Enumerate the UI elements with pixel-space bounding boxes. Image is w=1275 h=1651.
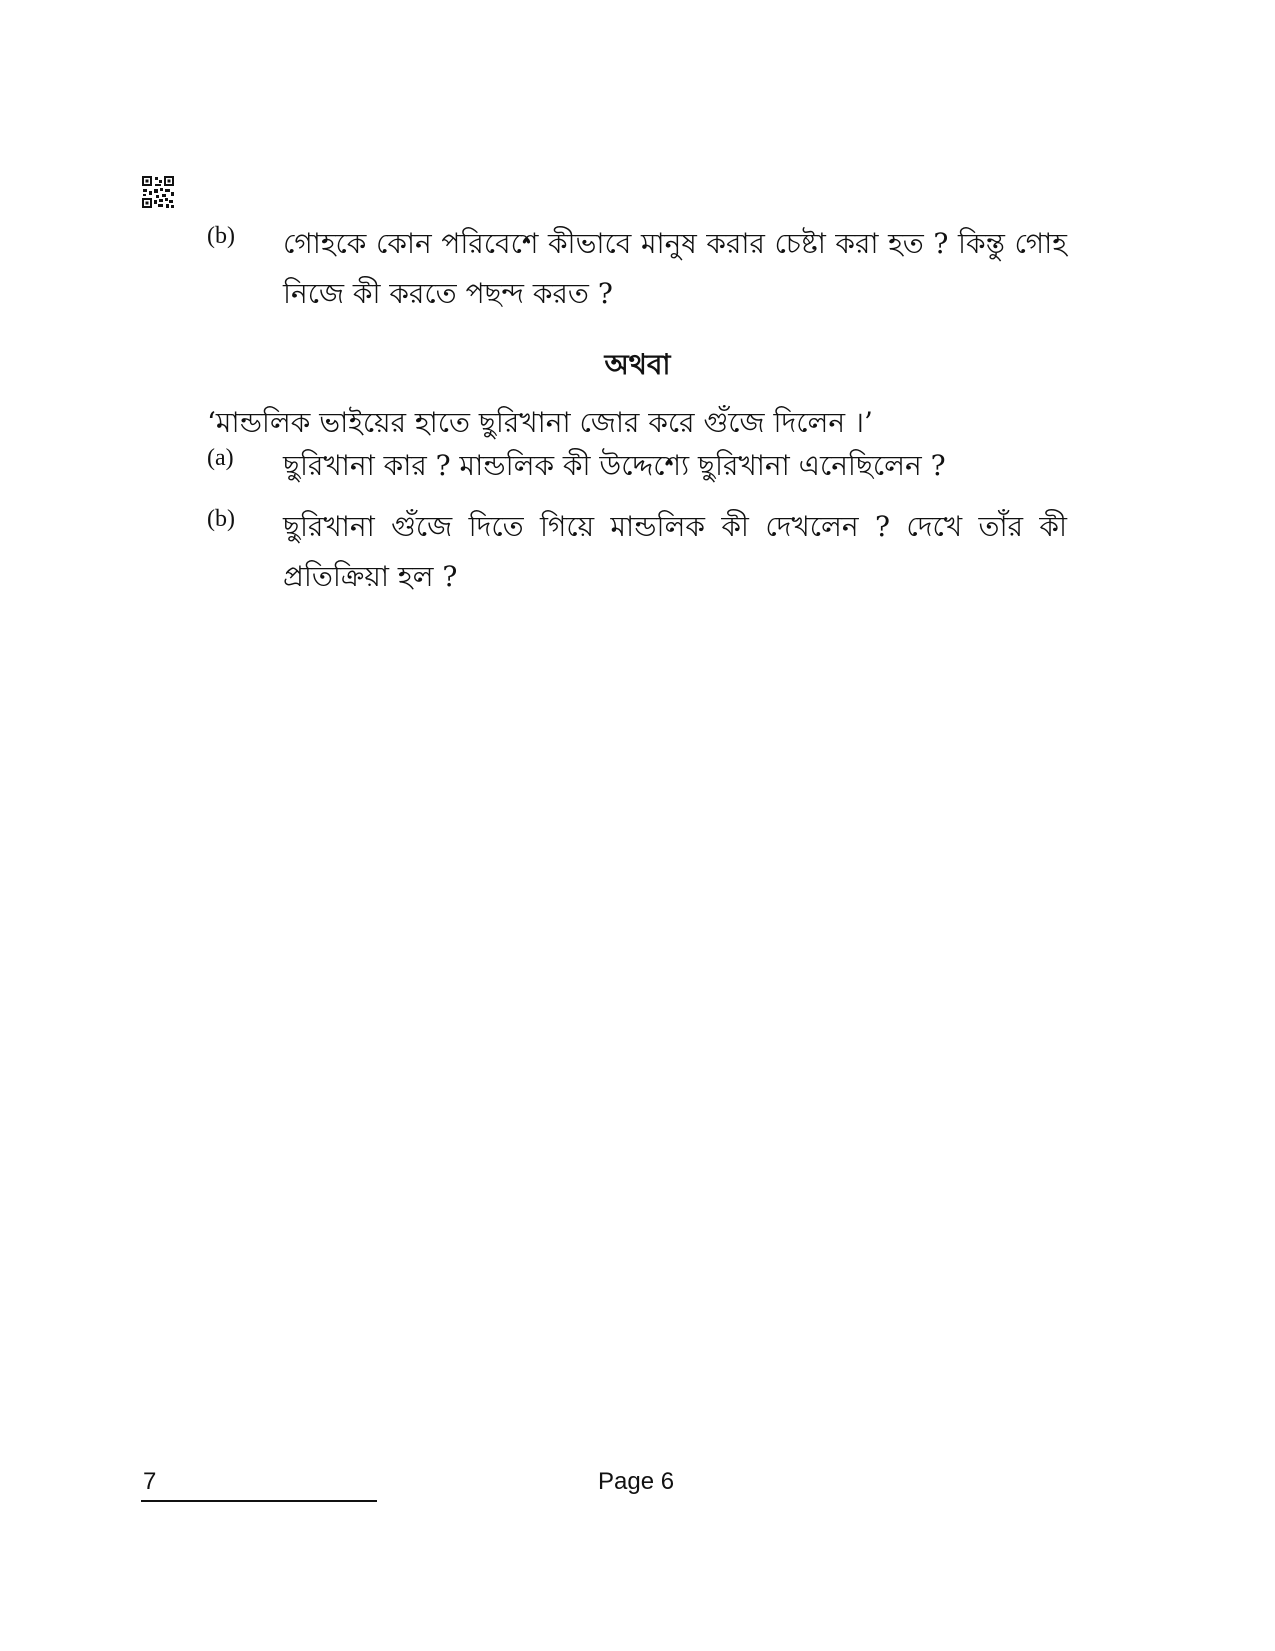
question-b-knife <box>207 502 1067 602</box>
question-text: ছুরিখানা গুঁজে দিতে গিয়ে মান্ডলিক কী দেখলেন ? দেখে তাঁর কী প্রতিক্রিয়া হল ? <box>283 510 1067 593</box>
paper-code: 7 <box>143 1468 157 1495</box>
question-text: ছুরিখানা কার ? মান্ডলিক কী উদ্দেশ্যে ছুরিখানা এনেছিলেন ? <box>283 449 946 482</box>
or-heading: অথবা <box>604 348 671 381</box>
quote-text: ‘মান্ডলিক ভাইয়ের হাতে ছুরিখানা জোর করে গুঁজে দিলেন ।’ <box>207 406 873 439</box>
question-label: (b) <box>207 223 235 249</box>
question-label: (b) <box>207 506 235 532</box>
page-number: Page 6 <box>598 1468 675 1495</box>
question-label: (a) <box>207 445 234 471</box>
question-text: গোহকে কোন পরিবেশে কীভাবে মানুষ করার চেষ্টা করা হত ? কিন্তু গোহ নিজে কী করতে পছন্দ করত ? <box>283 227 1067 310</box>
footer-rule <box>141 1500 377 1502</box>
qr-code-icon <box>141 175 175 209</box>
question-a-knife <box>207 441 1067 491</box>
question-b-goh <box>207 219 1067 319</box>
